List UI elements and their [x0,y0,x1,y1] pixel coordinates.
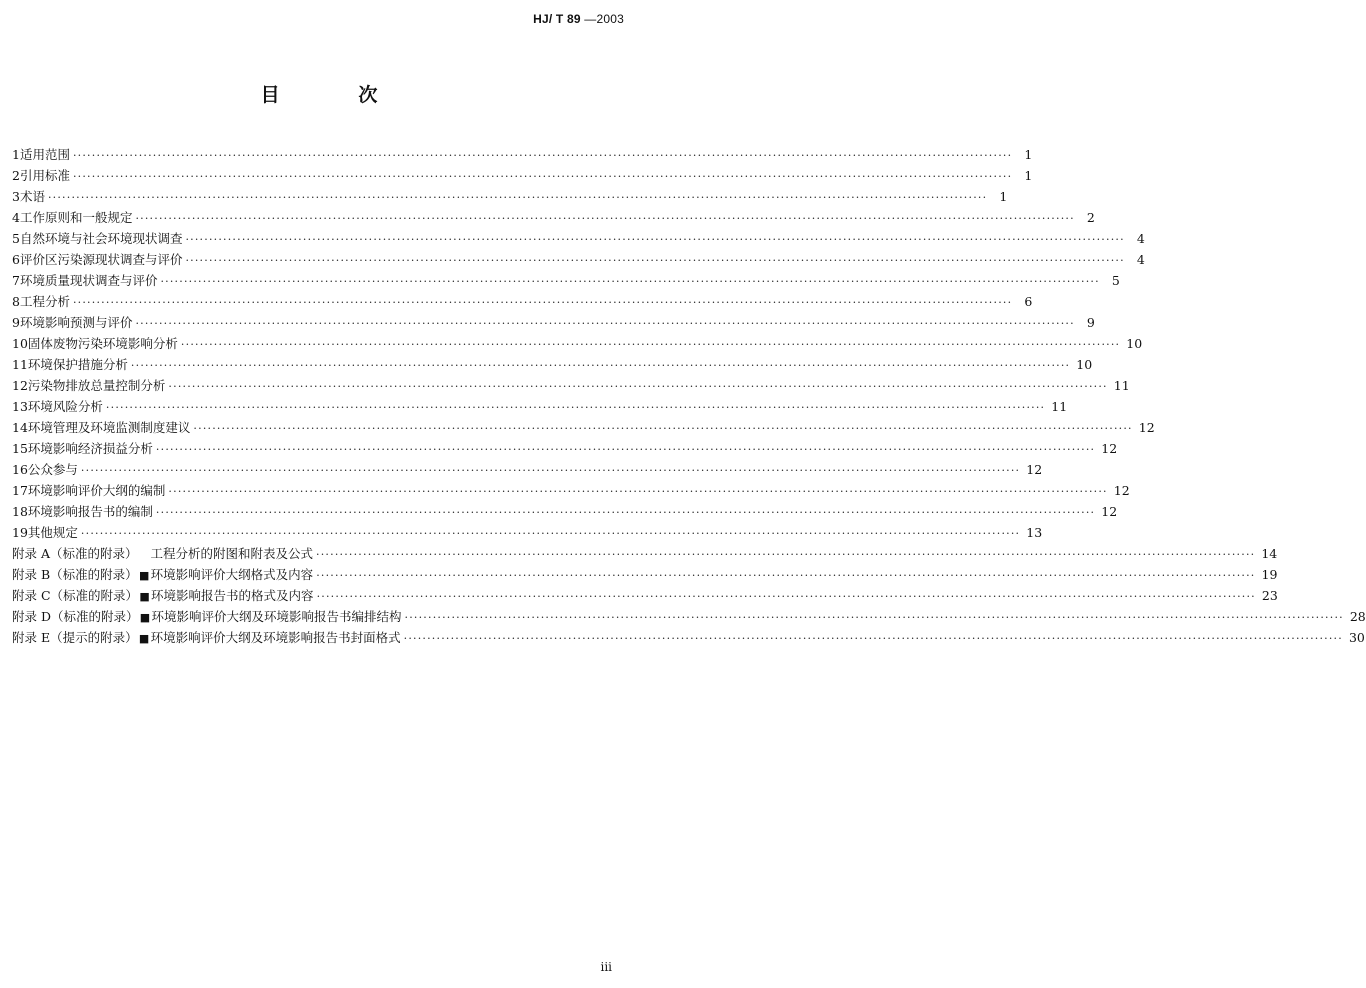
toc-entry[interactable] [12,438,1118,459]
toc-entry-page: 12 [1101,504,1118,519]
title-char-2: 次 [358,84,378,106]
toc-entry[interactable] [12,270,1120,291]
toc-entry[interactable] [12,354,1093,375]
leader-dots: ········································································································································································································ [168,380,1108,393]
appendix-tag: 附录 D（标准的附录） [12,609,139,624]
appendix-tag: 附录 C（标准的附录） [12,588,139,603]
leader-dots: ········································································································································································································ [185,233,1125,246]
toc-entry-title: 环境保护措施分析 [27,357,128,372]
toc-entry-number: 5 [12,231,20,246]
appendix-separator-square: ■ [138,569,150,582]
toc-entry-title: 环境影响评价大纲的编制 [27,483,166,498]
toc-entry-page: 4 [1136,252,1145,267]
leader-dots: ········································································································································································································ [403,632,1343,645]
appendix-title: 环境影响评价大纲及环境影响报告书编排结构 [151,609,402,624]
toc-entry[interactable] [12,186,1008,207]
leader-dots: ········································································································································································································ [72,149,1013,162]
appendix-separator-square: ■ [138,632,150,645]
toc-entry[interactable] [12,522,1043,543]
toc-entry-number: 1 [12,147,20,162]
leader-dots: ········································································································································································································ [72,170,1013,183]
toc-entry-page: 12 [1026,462,1043,477]
toc-entry[interactable] [12,480,1130,501]
toc-entry-title: 其他规定 [27,525,78,540]
toc-entry-number: 14 [12,420,28,435]
toc-entry[interactable] [12,396,1068,417]
toc-entry-title: 环境影响报告书的编制 [27,504,153,519]
leader-dots: ········································································································································································································ [130,359,1071,372]
toc-entry-page: 5 [1111,273,1120,288]
leader-dots: ········································································································································································································ [47,191,988,204]
toc-entry-page: 6 [1024,294,1033,309]
leader-dots: ········································································································································································································ [160,275,1100,288]
leader-dots: ········································································································································································································ [80,527,1021,540]
toc-entry-title: 环境影响经济损益分析 [27,441,153,456]
toc-appendix-entry[interactable] [12,564,1278,585]
toc-entry[interactable] [12,207,1095,228]
toc-entry-number: 10 [12,336,28,351]
toc-entry-page: 1 [999,189,1008,204]
toc-entry[interactable] [12,333,1143,354]
appendix-page: 28 [1349,609,1366,624]
toc-entry-title: 固体废物污染环境影响分析 [27,336,178,351]
toc-entry-number: 16 [12,462,28,477]
toc-entry-title: 环境质量现状调查与评价 [19,273,158,288]
standard-year: —2003 [584,12,624,26]
toc-entry-page: 13 [1026,525,1043,540]
toc-entry-number: 2 [12,168,20,183]
appendix-title: 环境影响评价大纲及环境影响报告书封面格式 [150,630,401,645]
toc-appendix-entry[interactable] [12,606,1366,627]
appendix-page: 23 [1261,588,1278,603]
appendix-heading [12,543,151,564]
toc-appendix-entry[interactable] [12,585,1278,606]
standard-header [533,12,624,26]
leader-dots: ········································································································································································································ [135,317,1075,330]
toc-entry-page: 12 [1113,483,1130,498]
appendix-heading [12,564,151,586]
title-char-1: 目 [260,84,280,106]
appendix-heading [12,606,152,628]
toc-entry-title: 术语 [19,189,45,204]
toc-entry[interactable] [12,165,1033,186]
toc-entry[interactable] [12,144,1033,165]
toc-entry-number: 7 [12,273,20,288]
toc-entry-page: 12 [1138,420,1155,435]
toc-entry[interactable] [12,501,1118,522]
leader-dots: ········································································································································································································ [80,464,1021,477]
toc-entry-page: 2 [1086,210,1095,225]
toc-entry-page: 10 [1126,336,1143,351]
appendix-tag: 附录 A（标准的附录） [12,546,138,561]
toc-entry-number: 8 [12,294,20,309]
toc-entry-number: 11 [12,357,28,372]
toc-entry-number: 18 [12,504,28,519]
page-title [0,80,638,107]
toc-entry[interactable] [12,249,1145,270]
toc-entry-number: 9 [12,315,20,330]
standard-code: HJ/ T 89 [533,12,581,26]
appendix-heading [12,585,151,607]
appendix-tag: 附录 E（提示的附录） [12,630,138,645]
toc-entry-title: 环境影响预测与评价 [19,315,133,330]
appendix-page: 14 [1261,546,1278,561]
toc-entry-number: 12 [12,378,28,393]
toc-entry-title: 工作原则和一般规定 [19,210,133,225]
leader-dots: ········································································································································································································ [135,212,1075,225]
appendix-heading [12,627,151,649]
toc-entry[interactable] [12,312,1095,333]
toc-entry-title: 自然环境与社会环境现状调查 [19,231,183,246]
toc-entry-number: 19 [12,525,28,540]
toc-entry[interactable] [12,417,1155,438]
appendix-separator-square: ■ [139,590,150,603]
toc-entry-number: 13 [12,399,28,414]
toc-entry-title: 公众参与 [27,462,78,477]
toc-entry[interactable] [12,228,1145,249]
appendix-title: 环境影响评价大纲格式及内容 [150,567,314,582]
toc-entry-page: 12 [1101,441,1118,456]
toc-entry-title: 工程分析 [19,294,70,309]
toc-entry-page: 11 [1113,378,1130,393]
leader-dots: ········································································································································································································ [155,506,1096,519]
toc-entry-title: 适用范围 [19,147,70,162]
toc-entry-page: 1 [1024,168,1033,183]
appendix-page: 30 [1348,630,1365,645]
toc-entry-title: 污染物排放总量控制分析 [27,378,166,393]
leader-dots: ········································································································································································································ [168,485,1108,498]
toc-entry-page: 9 [1086,315,1095,330]
leader-dots: ········································································································································································································ [180,338,1121,351]
toc-appendix-entry[interactable] [12,627,1365,648]
appendix-page: 19 [1261,567,1278,582]
toc-entry[interactable] [12,375,1130,396]
toc-entry-number: 6 [12,252,20,267]
toc-appendix-entry[interactable] [12,543,1278,564]
toc-entry-number: 15 [12,441,28,456]
toc-entry-title: 评价区污染源现状调查与评价 [19,252,183,267]
table-of-contents [12,144,1366,648]
appendix-tag: 附录 B（标准的附录） [12,567,138,582]
toc-entry-page: 11 [1051,399,1068,414]
leader-dots: ········································································································································································································ [105,401,1046,414]
toc-entry-page: 10 [1076,357,1093,372]
toc-entry-title: 引用标准 [19,168,70,183]
leader-dots: ········································································································································································································ [404,611,1344,624]
page-number: iii [600,960,612,974]
leader-dots: ········································································································································································································ [185,254,1125,267]
toc-entry-number: 4 [12,210,20,225]
appendix-title: 环境影响报告书的格式及内容 [151,588,314,603]
toc-entry-page: 4 [1136,231,1145,246]
leader-dots: ········································································································································································································ [316,590,1256,603]
leader-dots: ········································································································································································································ [316,548,1256,561]
appendix-separator-square: ■ [139,611,151,624]
toc-entry-title: 环境风险分析 [27,399,103,414]
leader-dots: ········································································································································································································ [193,422,1133,435]
appendix-title: 工程分析的附图和附表及公式 [150,546,314,561]
toc-entry-title: 环境管理及环境监测制度建议 [27,420,191,435]
toc-entry-number: 17 [12,483,28,498]
toc-entry[interactable] [12,459,1043,480]
toc-entry-page: 1 [1024,147,1033,162]
leader-dots: ········································································································································································································ [155,443,1096,456]
toc-entry[interactable] [12,291,1033,312]
leader-dots: ········································································································································································································ [316,569,1256,582]
toc-entry-number: 3 [12,189,20,204]
leader-dots: ········································································································································································································ [72,296,1013,309]
